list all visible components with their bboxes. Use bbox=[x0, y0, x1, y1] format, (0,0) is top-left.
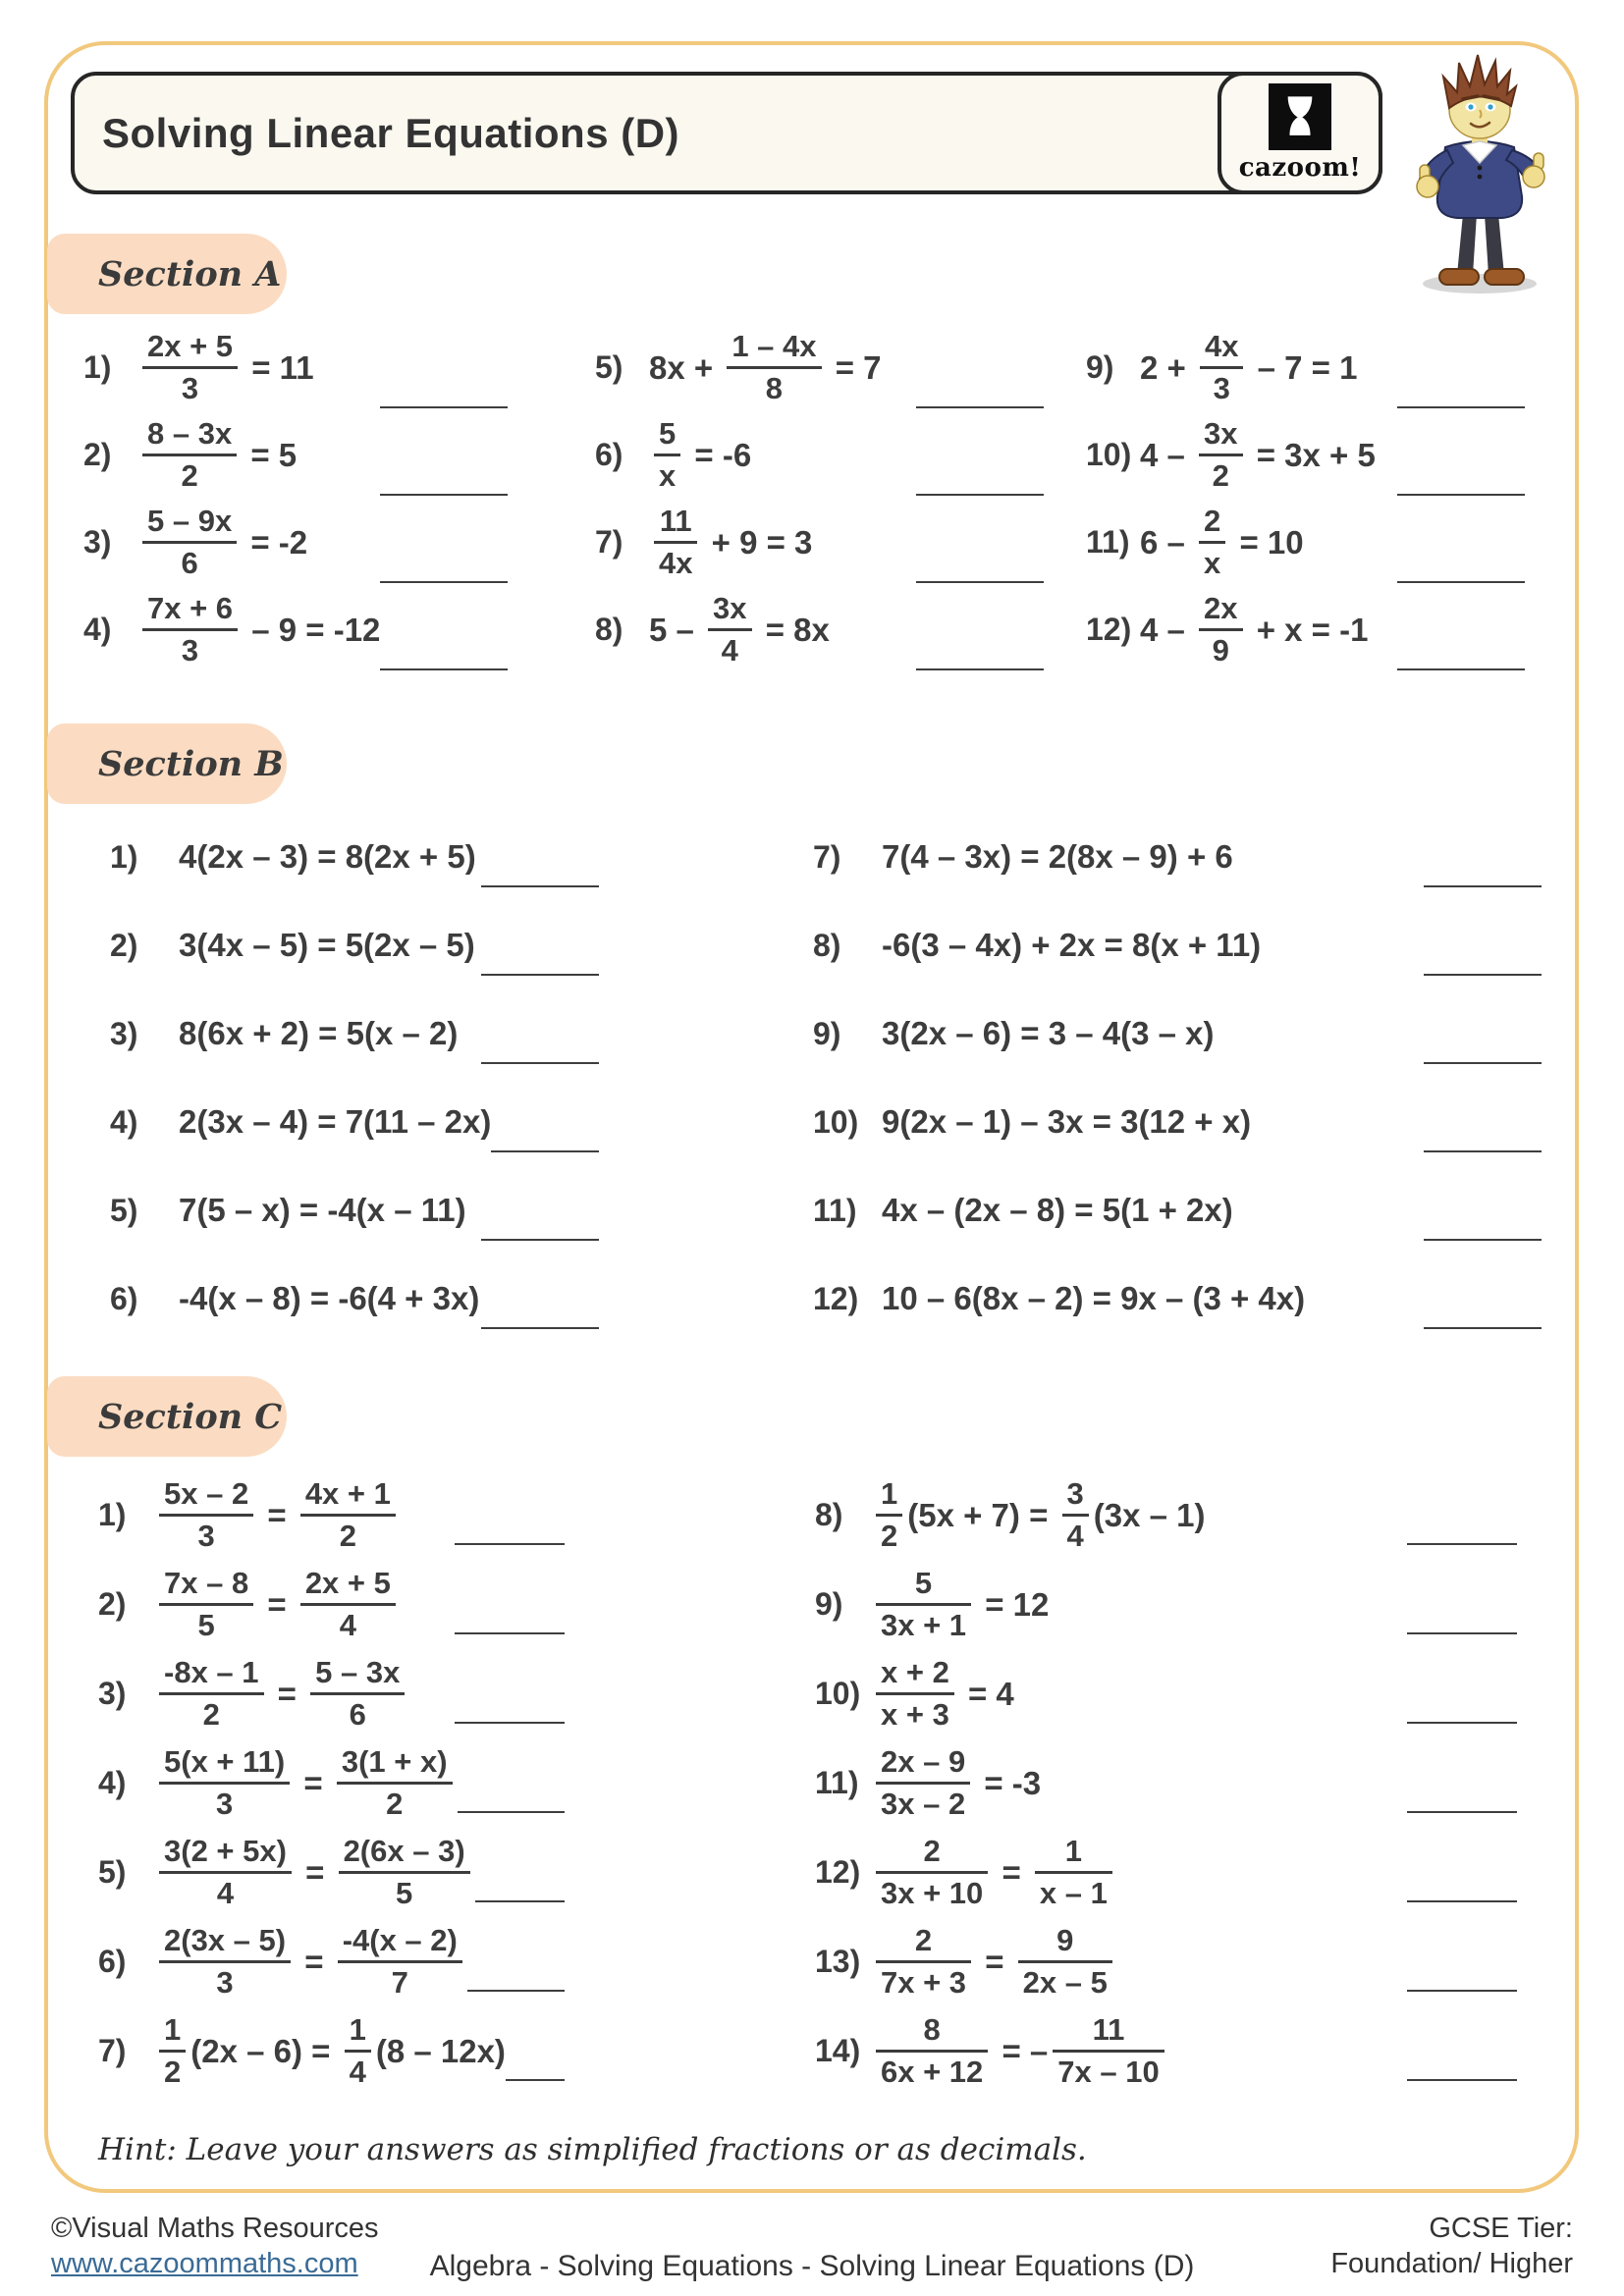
equation: $\frac{2(3x - 5)}{3}$ = $\frac{-4(x - 2)}{7}$ bbox=[154, 1924, 467, 2000]
equation: $\frac{5}{x}$ = -6 bbox=[649, 417, 751, 493]
problem-number: 9) bbox=[813, 1015, 841, 1051]
section-c-header bbox=[47, 1376, 287, 1457]
problem-number: 8) bbox=[813, 927, 841, 963]
answer-blank bbox=[916, 581, 1044, 583]
equation: $\frac{8}{6x + 12}$ = – $\frac{11}{7x - 10}$ bbox=[871, 2013, 1169, 2089]
fraction: $\frac{3(2 + 5x)}{4}$ bbox=[159, 1835, 292, 1910]
problem-row bbox=[815, 1738, 1517, 1828]
fraction: $\frac{5}{x}$ bbox=[654, 417, 680, 493]
problem-row bbox=[98, 1917, 565, 2006]
problem-column-a3 bbox=[1086, 324, 1525, 673]
page-title: Solving Linear Equations (D) bbox=[102, 109, 680, 156]
fraction: $\frac{2(6x - 3)}{5}$ bbox=[339, 1835, 470, 1910]
footer-category: Algebra - Solving Equations - Solving Linear Equations (D) bbox=[429, 2250, 1195, 2282]
problem-column-c1 bbox=[98, 1470, 565, 2096]
problem-number: 12) bbox=[813, 1280, 859, 1316]
problem-row bbox=[110, 1255, 599, 1343]
answer-blank bbox=[491, 1150, 599, 1152]
problem-row bbox=[110, 813, 599, 901]
equation: 5 – $\frac{3x}{4}$ = 8x bbox=[649, 590, 830, 667]
section-c-label: Section C bbox=[98, 1396, 283, 1437]
answer-blank bbox=[1407, 2079, 1517, 2081]
answer-blank bbox=[506, 2079, 565, 2081]
problem-number: 5) bbox=[595, 349, 623, 385]
problem-number: 3) bbox=[110, 1015, 138, 1051]
problem-number: 8) bbox=[815, 1497, 843, 1532]
problem-row bbox=[83, 499, 508, 586]
problem-row bbox=[815, 1649, 1517, 1738]
fraction: $\frac{1}{4}$ bbox=[345, 2013, 371, 2089]
fraction: $\frac{7x - 8}{5}$ bbox=[159, 1567, 253, 1642]
equation: 4 – $\frac{2x}{9}$ + x = -1 bbox=[1140, 590, 1369, 667]
problem-number: 3) bbox=[98, 1676, 127, 1711]
logo-text: cazoom! bbox=[1238, 153, 1362, 183]
problem-number: 5) bbox=[110, 1192, 138, 1228]
fraction: $\frac{-8x - 1}{2}$ bbox=[159, 1656, 264, 1732]
equation: 6 – $\frac{2}{x}$ = 10 bbox=[1140, 503, 1304, 580]
problem-number: 7) bbox=[595, 524, 623, 560]
problem-row bbox=[83, 586, 508, 673]
equation: 2(3x – 4) = 7(11 – 2x) bbox=[179, 1103, 492, 1140]
problem-row bbox=[813, 1078, 1542, 1166]
problem-column-a2 bbox=[595, 324, 1044, 673]
fraction: $\frac{2x + 5}{3}$ bbox=[142, 330, 238, 405]
problem-row bbox=[1086, 499, 1525, 586]
fraction: $\frac{5}{3x + 1}$ bbox=[876, 1567, 971, 1642]
problem-row bbox=[98, 1828, 565, 1917]
fraction: $\frac{5 - 3x}{6}$ bbox=[310, 1656, 405, 1732]
equation: $\frac{5}{3x + 1}$ = 12 bbox=[871, 1567, 1049, 1642]
equation: 3(4x – 5) = 5(2x – 5) bbox=[179, 927, 475, 963]
answer-blank bbox=[1407, 1543, 1517, 1545]
fraction: $\frac{3x}{4}$ bbox=[708, 592, 751, 667]
problem-row bbox=[595, 411, 1044, 499]
answer-blank bbox=[916, 494, 1044, 496]
fraction: $\frac{3(1 + x)}{2}$ bbox=[337, 1745, 453, 1821]
problem-number: 6) bbox=[110, 1280, 138, 1316]
section-a-label: Section A bbox=[98, 253, 282, 294]
problem-row bbox=[815, 1828, 1517, 1917]
equation: $\frac{3(2 + 5x)}{4}$ = $\frac{2(6x - 3)}{5}$ bbox=[154, 1835, 475, 1910]
answer-blank bbox=[1424, 1239, 1542, 1241]
equation: $\frac{2x + 5}{3}$ = 11 bbox=[137, 330, 314, 405]
answer-blank bbox=[481, 1239, 599, 1241]
problem-row bbox=[110, 989, 599, 1078]
problem-row bbox=[815, 1470, 1517, 1560]
fraction: $\frac{-4(x - 2)}{7}$ bbox=[338, 1924, 462, 2000]
problem-column-b1 bbox=[110, 813, 599, 1343]
problem-number: 6) bbox=[595, 437, 623, 472]
problem-number: 3) bbox=[83, 524, 112, 560]
equation: 10 – 6(8x – 2) = 9x – (3 + 4x) bbox=[882, 1280, 1306, 1316]
fraction: $\frac{1}{2}$ bbox=[159, 2013, 186, 2089]
problem-row bbox=[83, 411, 508, 499]
fraction: $\frac{2(3x - 5)}{3}$ bbox=[159, 1924, 291, 2000]
problem-column-c2 bbox=[815, 1470, 1517, 2096]
problem-row bbox=[83, 324, 508, 411]
fraction: $\frac{x + 2}{x + 3}$ bbox=[876, 1656, 954, 1732]
problem-number: 1) bbox=[83, 349, 112, 385]
equation: 7(5 – x) = -4(x – 11) bbox=[179, 1192, 466, 1228]
equation: $\frac{-8x - 1}{2}$ = $\frac{5 - 3x}{6}$ bbox=[154, 1656, 409, 1732]
answer-blank bbox=[481, 1327, 599, 1329]
answer-blank bbox=[1407, 1632, 1517, 1634]
answer-blank bbox=[1397, 406, 1525, 408]
equation: $\frac{2}{7x + 3}$ = $\frac{9}{2x - 5}$ bbox=[871, 1924, 1117, 2000]
fraction: $\frac{4x + 1}{2}$ bbox=[300, 1477, 396, 1553]
answer-blank bbox=[455, 1543, 565, 1545]
equation: 8x + $\frac{1 - 4x}{8}$ = 7 bbox=[649, 328, 882, 405]
fraction: $\frac{11}{7x - 10}$ bbox=[1053, 2013, 1164, 2089]
problem-row bbox=[813, 813, 1542, 901]
problem-number: 2) bbox=[83, 437, 112, 472]
fraction: $\frac{4x}{3}$ bbox=[1200, 330, 1243, 405]
answer-blank bbox=[1407, 1990, 1517, 1992]
equation: $\frac{11}{4x}$ + 9 = 3 bbox=[649, 505, 812, 580]
problem-number: 1) bbox=[110, 838, 138, 875]
tier-label: GCSE Tier: bbox=[1429, 2213, 1573, 2244]
problem-row bbox=[815, 2006, 1517, 2096]
answer-blank bbox=[916, 406, 1044, 408]
answer-blank bbox=[380, 406, 508, 408]
fraction: $\frac{5x - 2}{3}$ bbox=[159, 1477, 253, 1553]
equation: -6(3 – 4x) + 2x = 8(x + 11) bbox=[882, 927, 1262, 963]
problem-number: 10) bbox=[815, 1676, 861, 1711]
problem-number: 14) bbox=[815, 2033, 861, 2068]
answer-blank bbox=[380, 668, 508, 670]
answer-blank bbox=[1407, 1722, 1517, 1724]
fraction: $\frac{2x}{9}$ bbox=[1199, 592, 1242, 667]
fraction: $\frac{2}{7x + 3}$ bbox=[876, 1924, 971, 2000]
problem-number: 2) bbox=[98, 1586, 127, 1622]
fraction: $\frac{2x + 5}{4}$ bbox=[300, 1567, 396, 1642]
problem-column-a1 bbox=[83, 324, 508, 673]
problem-row bbox=[595, 324, 1044, 411]
answer-blank bbox=[455, 1632, 565, 1634]
fraction: $\frac{3}{4}$ bbox=[1062, 1477, 1089, 1553]
problem-row bbox=[815, 1917, 1517, 2006]
tier-value: Foundation/ Higher bbox=[1330, 2248, 1573, 2280]
fraction: $\frac{7x + 6}{3}$ bbox=[142, 592, 238, 667]
answer-blank bbox=[1407, 1811, 1517, 1813]
equation: 4(2x – 3) = 8(2x + 5) bbox=[179, 838, 476, 875]
cazoom-logo bbox=[1218, 72, 1382, 194]
website-link[interactable]: www.cazoommaths.com bbox=[51, 2248, 358, 2280]
answer-blank bbox=[1397, 581, 1525, 583]
section-b-label: Section B bbox=[98, 743, 284, 784]
fraction: $\frac{11}{4x}$ bbox=[654, 505, 697, 580]
answer-blank bbox=[1424, 1327, 1542, 1329]
fraction: $\frac{8}{6x + 12}$ bbox=[876, 2013, 988, 2089]
fraction: $\frac{3x}{2}$ bbox=[1199, 417, 1242, 493]
equation: $\frac{x + 2}{x + 3}$ = 4 bbox=[871, 1656, 1014, 1732]
answer-blank bbox=[1407, 1900, 1517, 1902]
problem-number: 11) bbox=[815, 1765, 859, 1800]
fraction: $\frac{5 - 9x}{6}$ bbox=[142, 505, 237, 580]
equation: $\frac{2x - 9}{3x - 2}$ = -3 bbox=[871, 1745, 1041, 1821]
problem-number: 9) bbox=[815, 1586, 843, 1622]
problem-row bbox=[98, 2006, 565, 2096]
problem-row bbox=[813, 1255, 1542, 1343]
problem-number: 11) bbox=[813, 1192, 857, 1228]
problem-number: 12) bbox=[1086, 612, 1132, 647]
copyright-text: ©Visual Maths Resources bbox=[51, 2213, 379, 2244]
problem-number: 13) bbox=[815, 1944, 861, 1979]
goblet-icon bbox=[1269, 83, 1331, 150]
answer-blank bbox=[1424, 1150, 1542, 1152]
answer-blank bbox=[481, 1062, 599, 1064]
fraction: $\frac{9}{2x - 5}$ bbox=[1018, 1924, 1112, 2000]
equation: 3(2x – 6) = 3 – 4(3 – x) bbox=[882, 1015, 1215, 1051]
equation: $\frac{5x - 2}{3}$ = $\frac{4x + 1}{2}$ bbox=[154, 1477, 401, 1553]
equation: $\frac{2}{3x + 10}$ = $\frac{1}{x - 1}$ bbox=[871, 1835, 1117, 1910]
mascot-character bbox=[1386, 49, 1573, 296]
answer-blank bbox=[458, 1811, 565, 1813]
answer-blank bbox=[1397, 668, 1525, 670]
problem-row bbox=[98, 1738, 565, 1828]
problem-row bbox=[813, 989, 1542, 1078]
equation: -4(x – 8) = -6(4 + 3x) bbox=[179, 1280, 480, 1316]
problem-number: 2) bbox=[110, 927, 138, 963]
equation: $\frac{7x + 6}{3}$ – 9 = -12 bbox=[137, 592, 380, 667]
problem-number: 4) bbox=[110, 1103, 138, 1140]
fraction: $\frac{5(x + 11)}{3}$ bbox=[159, 1745, 290, 1821]
fraction: $\frac{2}{3x + 10}$ bbox=[876, 1835, 988, 1910]
equation: $\frac{1}{2}$ (2x – 6) = $\frac{1}{4}$ (8 – 12x) bbox=[154, 2013, 506, 2089]
answer-blank bbox=[475, 1900, 565, 1902]
answer-blank bbox=[1397, 494, 1525, 496]
equation: 9(2x – 1) – 3x = 3(12 + x) bbox=[882, 1103, 1252, 1140]
problem-row bbox=[1086, 411, 1525, 499]
problem-row bbox=[98, 1470, 565, 1560]
fraction: $\frac{1}{x - 1}$ bbox=[1035, 1835, 1112, 1910]
fraction: $\frac{1}{2}$ bbox=[876, 1477, 902, 1553]
problem-row bbox=[1086, 586, 1525, 673]
problem-row bbox=[595, 586, 1044, 673]
title-box bbox=[71, 72, 1382, 194]
answer-blank bbox=[481, 974, 599, 976]
answer-blank bbox=[380, 494, 508, 496]
answer-blank bbox=[1424, 1062, 1542, 1064]
problem-number: 7) bbox=[813, 838, 841, 875]
fraction: $\frac{2x - 9}{3x - 2}$ bbox=[876, 1745, 970, 1821]
equation: $\frac{7x - 8}{5}$ = $\frac{2x + 5}{4}$ bbox=[154, 1567, 401, 1642]
fraction: $\frac{2}{x}$ bbox=[1199, 505, 1225, 580]
problem-row bbox=[98, 1560, 565, 1649]
problem-row bbox=[110, 1078, 599, 1166]
problem-row bbox=[813, 901, 1542, 989]
fraction: $\frac{1 - 4x}{8}$ bbox=[727, 330, 821, 405]
equation: 7(4 – 3x) = 2(8x – 9) + 6 bbox=[882, 838, 1233, 875]
answer-blank bbox=[455, 1722, 565, 1724]
problem-row bbox=[595, 499, 1044, 586]
answer-blank bbox=[1424, 885, 1542, 887]
problem-column-b2 bbox=[813, 813, 1542, 1343]
section-b-header bbox=[47, 723, 287, 804]
problem-number: 12) bbox=[815, 1854, 861, 1890]
equation: 4x – (2x – 8) = 5(1 + 2x) bbox=[882, 1192, 1233, 1228]
problem-number: 1) bbox=[98, 1497, 127, 1532]
problem-number: 8) bbox=[595, 612, 623, 647]
equation: $\frac{5(x + 11)}{3}$ = $\frac{3(1 + x)}{2}$ bbox=[154, 1745, 458, 1821]
problem-row bbox=[110, 901, 599, 989]
problem-number: 4) bbox=[83, 612, 112, 647]
equation: 8(6x + 2) = 5(x – 2) bbox=[179, 1015, 459, 1051]
equation: 2 + $\frac{4x}{3}$ – 7 = 1 bbox=[1140, 328, 1358, 405]
problem-row bbox=[110, 1166, 599, 1255]
problem-number: 10) bbox=[813, 1103, 859, 1140]
equation: $\frac{5 - 9x}{6}$ = -2 bbox=[137, 505, 307, 580]
problem-number: 11) bbox=[1086, 524, 1130, 560]
answer-blank bbox=[380, 581, 508, 583]
answer-blank bbox=[467, 1990, 565, 1992]
problem-number: 5) bbox=[98, 1854, 127, 1890]
problem-row bbox=[1086, 324, 1525, 411]
hint-text: Hint: Leave your answers as simplified fractions or as decimals. bbox=[98, 2132, 1087, 2167]
answer-blank bbox=[481, 885, 599, 887]
problem-row bbox=[98, 1649, 565, 1738]
problem-number: 4) bbox=[98, 1765, 127, 1800]
section-a-header bbox=[47, 234, 287, 314]
equation: $\frac{1}{2}$ (5x + 7) = $\frac{3}{4}$ (3x – 1) bbox=[871, 1477, 1206, 1553]
problem-row bbox=[815, 1560, 1517, 1649]
problem-number: 6) bbox=[98, 1944, 127, 1979]
problem-row bbox=[813, 1166, 1542, 1255]
equation: 4 – $\frac{3x}{2}$ = 3x + 5 bbox=[1140, 415, 1376, 493]
equation: $\frac{8 - 3x}{2}$ = 5 bbox=[137, 417, 297, 493]
answer-blank bbox=[916, 668, 1044, 670]
answer-blank bbox=[1424, 974, 1542, 976]
problem-number: 9) bbox=[1086, 349, 1114, 385]
problem-number: 10) bbox=[1086, 437, 1132, 472]
problem-number: 7) bbox=[98, 2033, 127, 2068]
fraction: $\frac{8 - 3x}{2}$ bbox=[142, 417, 237, 493]
